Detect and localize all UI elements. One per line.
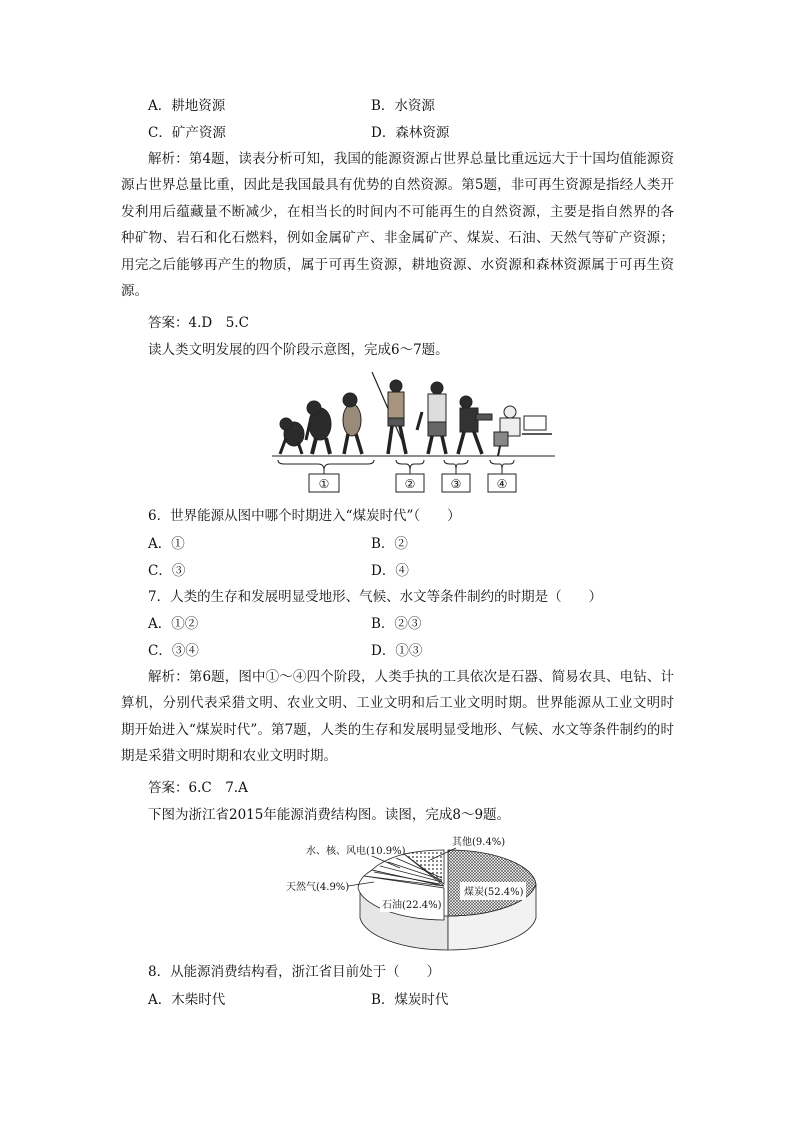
q6-option-c: C．③: [148, 563, 186, 579]
q7-option-d: D．①③: [371, 643, 423, 659]
q7-option-c: C．③④: [148, 643, 199, 659]
q7-option-a: A．①②: [148, 616, 199, 632]
q6-stem: 6．世界能源从图中哪个时期进入“煤炭时代”（ ）: [148, 508, 461, 524]
q5-option-d: D．森林资源: [371, 125, 450, 141]
q7-stem: 7．人类的生存和发展明显受地形、气候、水文等条件制约的时期是（ ）: [148, 589, 603, 605]
label-gas: 天然气(4.9%): [286, 882, 350, 893]
hunter-figure: [372, 372, 407, 454]
label-other: 其他(9.4%): [452, 837, 506, 848]
q8-option-a: A．木柴时代: [148, 992, 226, 1008]
early-human-figure: [343, 393, 362, 454]
stage-label-4: ④: [496, 477, 508, 491]
farmer-figure: [417, 382, 446, 454]
stage-label-3: ③: [450, 477, 462, 491]
answer-45: 答案：4.D 5.C: [148, 315, 249, 331]
chimp-figure: [280, 418, 304, 454]
intro-67: 读人类文明发展的四个阶段示意图，完成6～7题。: [148, 342, 449, 358]
q5-option-a: A．耕地资源: [148, 98, 226, 114]
q5-option-b: B．水资源: [371, 98, 435, 114]
ape-figure: [306, 401, 331, 454]
q8-stem: 8．从能源消费结构看，浙江省目前处于（ ）: [148, 964, 441, 980]
analysis-67: 解析：第6题，图中①～④四个阶段，人类手执的工具依次是石器、简易农具、电钻、计算机，分别代表采猎文明、农业文明、工业文明和后工业文明时期。世界能源从工业文明时期开始进入“煤炭时代”。第7题，人类的生存和发展明显受地形、气候、水文等条件制约的时期是采猎文明时期和农业文明时期。: [121, 669, 674, 765]
worker-figure: [458, 396, 492, 454]
q8-option-b: B．煤炭时代: [371, 992, 449, 1008]
answer-67: 答案：6.C 7.A: [148, 780, 248, 796]
label-coal: 煤炭(52.4%): [464, 887, 524, 898]
intro-89: 下图为浙江省2015年能源消费结构图。读图，完成8～9题。: [148, 807, 511, 823]
q6-option-a: A．①: [148, 536, 185, 552]
analysis-45: 解析：第4题，读表分析可知，我国的能源资源占世界总量比重远远大于十国均值能源资源占世界总量比重，因此是我国最具有优势的自然资源。第5题，非可再生资源是指经人类开发利用后蕴藏量不断减少，在相当长的时间内不可能再生的自然资源，主要是指自然界的各种矿物、岩石和化石燃料，例如金属矿产、非金属矿产、煤炭、石油、天然气等矿产资源；用完之后能够再产生的物质，属于可再生资源，耕地资源、水资源和森林资源属于可再生资源。: [121, 151, 674, 300]
human-evolution-figure: [272, 372, 555, 496]
label-hydro: 水、核、风电(10.9%): [306, 846, 406, 857]
computer-user-figure: [494, 406, 552, 456]
q5-option-c: C．矿产资源: [148, 125, 226, 141]
energy-pie-chart: [280, 832, 570, 952]
q7-option-b: B．②③: [371, 616, 422, 632]
label-oil: 石油(22.4%): [382, 900, 442, 911]
q6-option-d: D．④: [371, 563, 409, 579]
q6-option-b: B．②: [371, 536, 408, 552]
stage-label-2: ②: [404, 477, 416, 491]
stage-label-1: ①: [318, 477, 330, 491]
